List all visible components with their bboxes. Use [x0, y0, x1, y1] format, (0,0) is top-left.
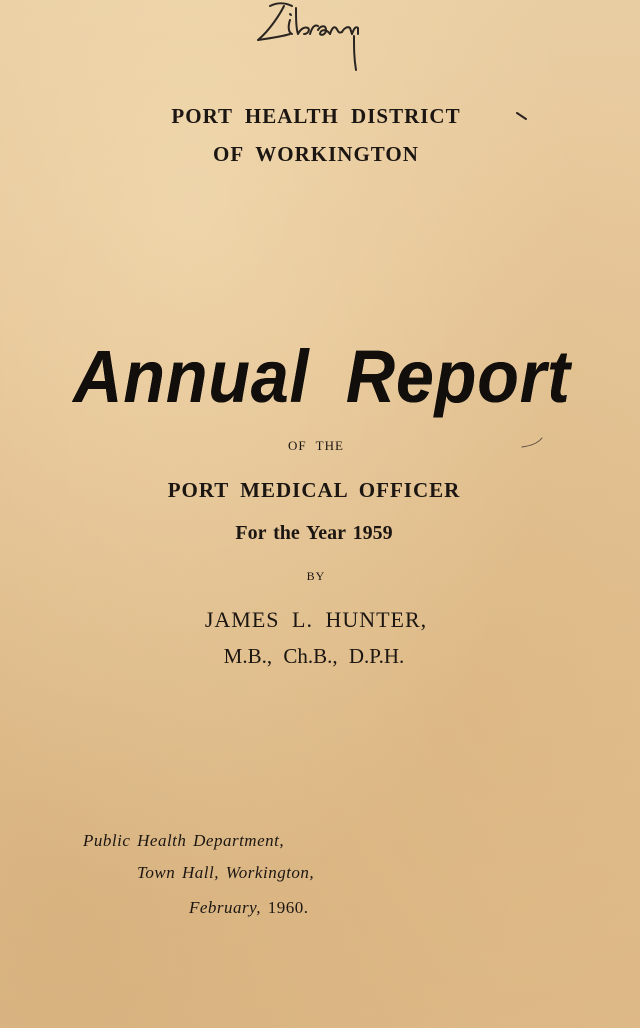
district-heading-line2: OF WORKINGTON — [213, 142, 419, 166]
address-line-department: Public Health Department, — [83, 831, 285, 850]
district-heading-line1: PORT HEALTH DISTRICT — [171, 104, 461, 128]
date-month: February, — [189, 898, 262, 917]
address-line-date — [189, 898, 309, 918]
of-the-label: OF THE — [288, 438, 344, 453]
handwritten-library-annotation — [250, 0, 370, 75]
date-year: 1960. — [267, 898, 309, 917]
address-line-town-hall: Town Hall, Workington, — [137, 863, 315, 882]
report-title: Annual Report — [73, 335, 571, 418]
report-year: For the Year 1959 — [235, 522, 393, 544]
by-label: BY — [306, 569, 326, 583]
officer-title: PORT MEDICAL OFFICER — [167, 478, 461, 502]
author-degrees: M.B., Ch.B., D.P.H. — [223, 644, 405, 668]
author-name: JAMES L. HUNTER, — [204, 607, 428, 632]
